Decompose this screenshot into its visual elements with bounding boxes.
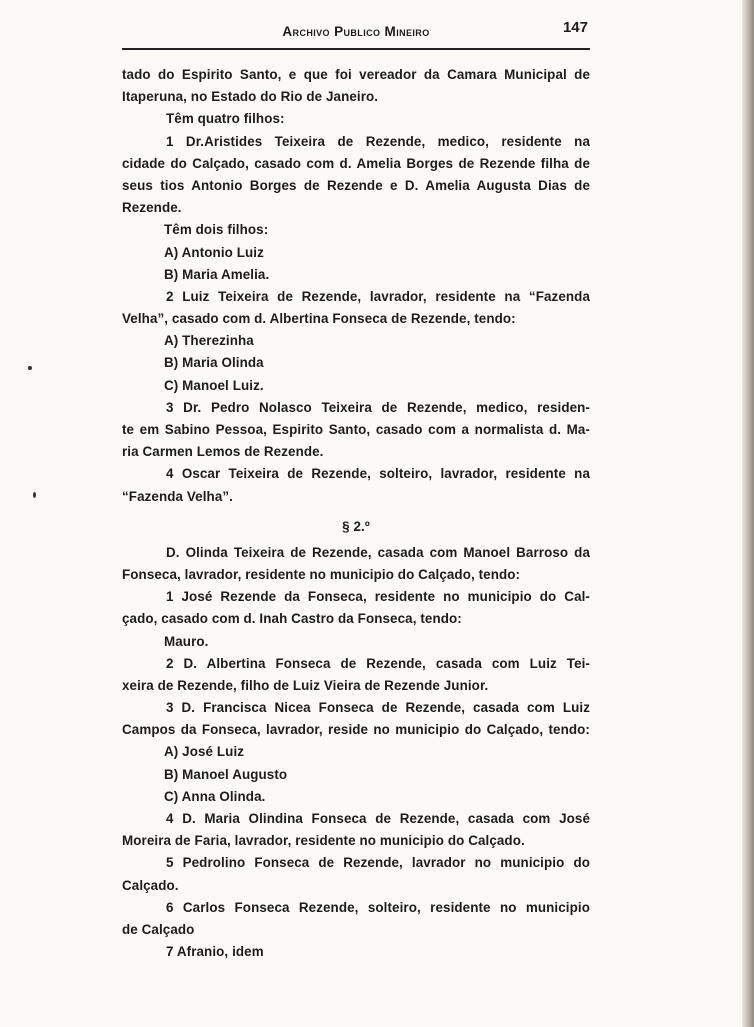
text-line: A) Antonio Luiz xyxy=(164,244,264,260)
text-line: Têm dois filhos: xyxy=(164,222,269,238)
text-line: te em Sabino Pessoa, Espirito Santo, casado com a normalista d. Ma- xyxy=(122,422,590,437)
text-line: 4 Oscar Teixeira de Rezende, solteiro, lavrador, residente na xyxy=(166,466,590,482)
text-line: de Calçado xyxy=(122,921,195,937)
text-line: 1 José Rezende da Fonseca, residente no municipio do Cal- xyxy=(166,589,590,605)
text-line: A) José Luiz xyxy=(164,744,245,760)
text-line: 5 Pedrolino Fonseca de Rezende, lavrador no municipio do xyxy=(166,855,590,871)
text-line: 3 Dr. Pedro Nolasco Teixeira de Rezende, medico, residen- xyxy=(166,399,590,415)
text-line: Campos da Fonseca, lavrador, reside no municipio do Calçado, tendo: xyxy=(122,722,590,738)
page-edge-shadow xyxy=(742,0,754,1027)
text-line: 3 D. Francisca Nicea Fonseca de Rezende, casada com Luiz xyxy=(166,700,590,716)
text-line: 1 Dr.Aristides Teixeira de Rezende, medico, residente na xyxy=(166,133,590,149)
text-line: B) Maria Olinda xyxy=(164,355,264,371)
text-line: ria Carmen Lemos de Rezende. xyxy=(122,444,324,460)
ink-speck xyxy=(28,366,32,370)
text-line: B) Maria Amelia. xyxy=(164,266,270,282)
text-line: Têm quatro filhos: xyxy=(166,111,285,127)
text-line: C) Anna Olinda. xyxy=(164,788,266,804)
text-line: Fonseca, lavrador, residente no municipio do Calçado, tendo: xyxy=(122,566,521,582)
text-line: 6 Carlos Fonseca Rezende, solteiro, residente no municipio xyxy=(166,899,590,915)
text-line: A) Therezinha xyxy=(164,333,254,349)
page-header xyxy=(122,18,590,46)
body-text xyxy=(122,64,590,963)
text-line: Moreira de Faria, lavrador, residente no municipio do Calçado. xyxy=(122,833,525,849)
text-line: Mauro. xyxy=(164,633,209,649)
text-line: 7 Afranio, idem xyxy=(166,944,264,960)
ink-speck xyxy=(33,492,36,498)
text-line: xeira de Rezende, filho de Luiz Vieira de Rezende Junior. xyxy=(122,677,489,693)
text-line: Calçado. xyxy=(122,877,179,893)
text-line: tado do Espirito Santo, e que foi vereador da Camara Municipal de xyxy=(122,67,590,82)
text-line: Velha”, casado com d. Albertina Fonseca de Rezende, tendo: xyxy=(122,311,516,327)
text-line: cidade do Calçado, casado com d. Amelia Borges de Rezende filha de xyxy=(122,155,590,171)
text-line: Itaperuna, no Estado do Rio de Janeiro. xyxy=(122,89,379,105)
running-title: Archivo Publico Mineiro xyxy=(282,24,430,39)
text-line: Rezende. xyxy=(122,200,182,216)
text-line: çado, casado com d. Inah Castro da Fonseca, tendo: xyxy=(122,611,462,627)
text-line: 4 D. Maria Olindina Fonseca de Rezende, casada com José xyxy=(166,811,590,826)
header-rule xyxy=(122,48,590,50)
text-line: “Fazenda Velha”. xyxy=(122,488,233,504)
text-line: seus tios Antonio Borges de Rezende e D. Amelia Augusta Dias de xyxy=(122,177,590,193)
text-line: B) Manoel Augusto xyxy=(164,766,288,782)
text-line: C) Manoel Luiz. xyxy=(164,377,264,393)
text-line: D. Olinda Teixeira de Rezende, casada com Manoel Barroso da xyxy=(166,544,590,560)
page-number: 147 xyxy=(562,19,588,36)
text-line: 2 Luiz Teixeira de Rezende, lavrador, residente na “Fazenda xyxy=(166,288,590,304)
section-heading: § 2.º xyxy=(342,518,370,534)
text-line: 2 D. Albertina Fonseca de Rezende, casada com Luiz Tei- xyxy=(166,655,590,671)
